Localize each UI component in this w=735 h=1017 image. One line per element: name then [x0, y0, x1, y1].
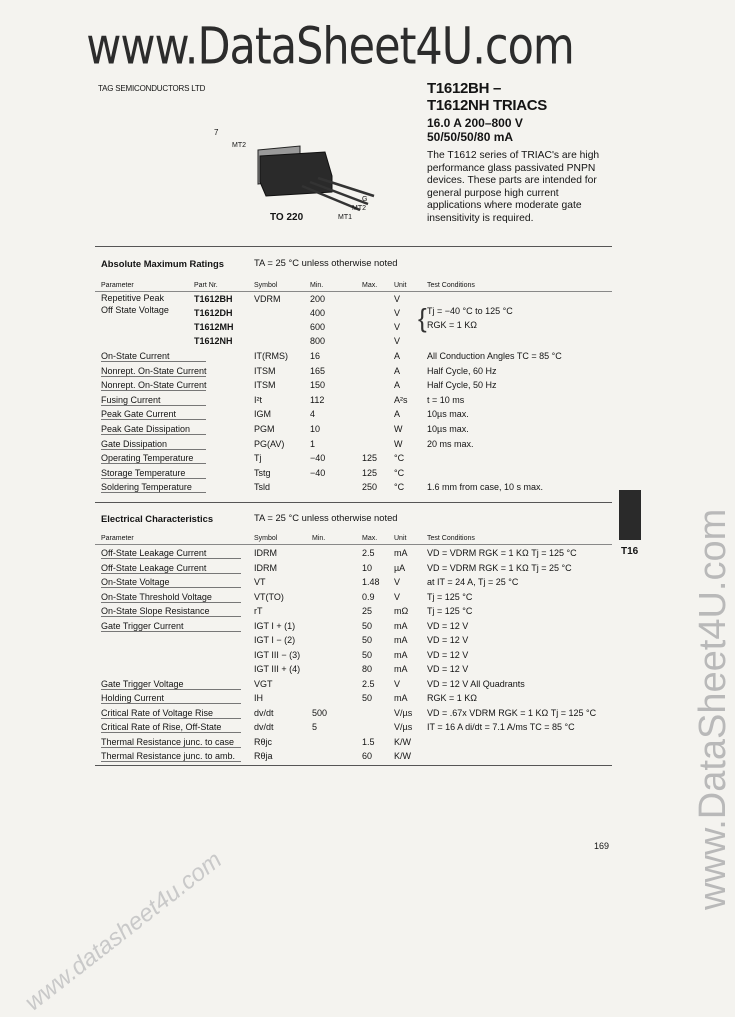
title-line-1: T1612BH –	[427, 80, 502, 97]
part-number: T1612NH	[194, 336, 233, 346]
elec-hdr-param: Parameter	[101, 535, 134, 542]
symbol: dv/dt	[254, 722, 274, 732]
max-value: 125	[362, 467, 378, 478]
symbol: PGM	[254, 424, 275, 434]
min-value: 200	[310, 294, 326, 304]
table-row	[0, 466, 720, 480]
rep-peak-label: Repetitive Peak	[101, 293, 165, 303]
test-condition: VD = 12 V	[427, 664, 469, 674]
product-rating	[427, 116, 523, 144]
row-underline	[101, 376, 206, 377]
max-value: 2.5	[362, 548, 375, 558]
unit: K/W	[394, 751, 411, 761]
test-condition: 1.6 mm from case, 10 s max.	[427, 482, 544, 493]
table-row	[0, 604, 720, 618]
product-title	[427, 80, 547, 114]
symbol: VDRM	[254, 294, 281, 304]
table-row	[0, 437, 720, 451]
row-underline	[101, 463, 206, 464]
test-condition: at IT = 24 A, Tj = 25 °C	[427, 577, 519, 587]
unit: K/W	[394, 736, 411, 747]
parameter: Gate Trigger Current	[101, 620, 184, 631]
min-value: −40	[310, 467, 326, 478]
parameter: Thermal Resistance junc. to amb.	[101, 751, 236, 761]
unit: A²s	[394, 394, 408, 405]
symbol: IDRM	[254, 562, 277, 573]
min-value: 1	[310, 438, 316, 449]
min-value: 800	[310, 336, 326, 346]
test-condition: VD = VDRM RGK = 1 KΩ Tj = 125 °C	[427, 548, 577, 558]
side-watermark: www.DataSheet4U.com	[692, 508, 734, 910]
min-value: 500	[312, 707, 328, 718]
unit: A	[394, 380, 401, 391]
min-value: 10	[310, 424, 321, 434]
page-number: 169	[594, 841, 610, 851]
table-row	[0, 633, 720, 647]
parameter: Holding Current	[101, 693, 165, 703]
table-row	[0, 349, 720, 363]
table-row	[0, 378, 720, 392]
row-underline	[101, 602, 241, 603]
parameter: Gate Dissipation	[101, 438, 168, 449]
row-underline	[101, 747, 241, 748]
table-row	[0, 575, 720, 589]
table-row	[0, 590, 720, 604]
symbol: ITSM	[254, 380, 276, 391]
parameter: Nonrept. On-State Current	[101, 365, 207, 376]
parameter: On-State Current	[101, 351, 170, 361]
table-row	[0, 407, 720, 421]
abs-max-title: Absolute Maximum Ratings	[101, 258, 224, 269]
pin-label-mt2: MT2	[352, 205, 366, 212]
symbol: IGT I − (2)	[254, 635, 296, 645]
parameter: Operating Temperature	[101, 453, 194, 464]
max-value: 250	[362, 482, 378, 493]
unit: mA	[394, 693, 408, 703]
divider-top	[95, 246, 612, 247]
unit: V/µs	[394, 722, 413, 732]
unit: mA	[394, 620, 408, 631]
symbol: rT	[254, 606, 263, 616]
row-underline	[101, 732, 241, 733]
table-row	[0, 677, 720, 691]
table-row	[0, 735, 720, 749]
parameter: On-State Voltage	[101, 577, 170, 587]
pin-label-mt2-top: MT2	[232, 142, 246, 149]
min-value: −40	[310, 453, 326, 464]
table-row	[0, 691, 720, 705]
symbol: IDRM	[254, 548, 277, 558]
unit: W	[394, 424, 403, 434]
unit: °C	[394, 453, 405, 464]
max-value: 25	[362, 606, 373, 616]
test-condition: t = 10 ms	[427, 394, 465, 405]
row-underline	[101, 718, 241, 719]
abs-hdr-max: Max.	[362, 282, 378, 289]
parameter: On-State Slope Resistance	[101, 606, 210, 616]
symbol: dv/dt	[254, 707, 274, 718]
divider-bottom	[95, 765, 612, 766]
test-condition: VD = 12 V All Quadrants	[427, 678, 525, 689]
parameter: Storage Temperature	[101, 467, 186, 478]
max-value: 50	[362, 620, 373, 631]
elec-hdr-max: Max.	[362, 535, 378, 542]
min-value: 150	[310, 380, 326, 391]
row-underline	[101, 419, 206, 420]
abs-max-condition: TA = 25 °C unless otherwise noted	[254, 257, 398, 268]
symbol: I²t	[254, 394, 262, 405]
unit: mA	[394, 548, 408, 558]
test-condition: VD = VDRM RGK = 1 KΩ Tj = 25 °C	[427, 562, 572, 573]
table-row	[0, 619, 720, 633]
symbol: IT(RMS)	[254, 351, 288, 361]
test-condition: IT = 16 A di/dt = 7.1 A/ms TC = 85 °C	[427, 722, 575, 732]
table-row	[0, 334, 720, 348]
min-value: 4	[310, 409, 316, 420]
abs-hdr-unit: Unit	[394, 282, 407, 289]
part-number: T1612MH	[194, 322, 234, 332]
symbol: ITSM	[254, 365, 276, 376]
elec-hdr-unit: Unit	[394, 535, 407, 542]
elec-condition: TA = 25 °C unless otherwise noted	[254, 512, 398, 523]
unit: V	[394, 308, 401, 318]
row-underline	[101, 631, 241, 632]
table-row	[0, 662, 720, 676]
parameter: Off-State Leakage Current	[101, 548, 207, 558]
symbol: VT(TO)	[254, 591, 284, 602]
symbol: PG(AV)	[254, 438, 285, 449]
max-value: 1.48	[362, 577, 380, 587]
row-underline	[101, 390, 206, 391]
parameter: Off-State Leakage Current	[101, 562, 207, 573]
elec-title: Electrical Characteristics	[101, 513, 214, 524]
site-banner: www.DataSheet4U.com	[86, 17, 574, 77]
max-value: 60	[362, 751, 373, 761]
off-state-voltage-label: Off State Voltage	[101, 305, 169, 315]
unit: V	[394, 678, 401, 689]
symbol: IGT III + (4)	[254, 664, 301, 674]
min-value: 165	[310, 365, 326, 376]
abs-hdr-symbol: Symbol	[254, 282, 278, 289]
row-underline	[101, 478, 206, 479]
parameter: Peak Gate Dissipation	[101, 424, 191, 434]
test-condition: Half Cycle, 50 Hz	[427, 380, 497, 391]
unit: mΩ	[394, 606, 409, 616]
row-underline	[101, 761, 241, 762]
row-underline	[101, 449, 206, 450]
vdrm-cond-1: Tj = −40 °C to 125 °C	[427, 306, 513, 316]
unit: mA	[394, 649, 408, 660]
max-value: 125	[362, 453, 378, 464]
elec-hdr-min: Min.	[312, 535, 326, 542]
elec-header-rule	[95, 544, 612, 545]
table-row	[0, 546, 720, 560]
part-number: T1612BH	[194, 294, 233, 304]
section-tab-label: T16	[621, 546, 639, 557]
parameter: On-State Threshold Voltage	[101, 591, 212, 602]
elec-hdr-symbol: Symbol	[254, 535, 278, 542]
test-condition: 20 ms max.	[427, 438, 474, 449]
table-row	[0, 480, 720, 494]
abs-hdr-param: Parameter	[101, 282, 134, 289]
symbol: VGT	[254, 678, 273, 689]
table-row	[0, 451, 720, 465]
parameter: Thermal Resistance junc. to case	[101, 736, 235, 747]
test-condition: Tj = 125 °C	[427, 591, 473, 602]
max-value: 10	[362, 562, 373, 573]
min-value: 400	[310, 308, 326, 318]
row-underline	[101, 558, 241, 559]
section-tab-marker	[619, 490, 641, 540]
unit: V	[394, 294, 401, 304]
row-underline	[101, 492, 206, 493]
row-underline	[101, 434, 206, 435]
parameter: Soldering Temperature	[101, 482, 192, 493]
condition-brace: {	[418, 303, 427, 333]
row-underline	[101, 573, 241, 574]
company-name: TAG SEMICONDUCTORS LTD	[98, 84, 206, 93]
symbol: IGT I + (1)	[254, 620, 296, 631]
max-value: 0.9	[362, 591, 375, 602]
test-condition: All Conduction Angles TC = 85 °C	[427, 351, 562, 361]
test-condition: Tj = 125 °C	[427, 606, 473, 616]
title-line-2: T1612NH TRIACS	[427, 97, 547, 114]
unit: °C	[394, 467, 405, 478]
test-condition: RGK = 1 KΩ	[427, 693, 477, 703]
max-value: 80	[362, 664, 373, 674]
test-condition: Half Cycle, 60 Hz	[427, 365, 497, 376]
rating-line-1: 16.0 A 200–800 V	[427, 116, 523, 130]
symbol: Tj	[254, 453, 262, 464]
table-row	[0, 648, 720, 662]
row-underline	[101, 689, 241, 690]
symbol: IH	[254, 693, 263, 703]
table-row	[0, 393, 720, 407]
parameter: Critical Rate of Rise, Off-State	[101, 722, 222, 732]
parameter: Critical Rate of Voltage Rise	[101, 707, 214, 718]
unit: A	[394, 365, 401, 376]
part-number: T1612DH	[194, 308, 233, 318]
table-row	[0, 422, 720, 436]
parameter: Fusing Current	[101, 394, 161, 405]
unit: µA	[394, 562, 406, 573]
min-value: 16	[310, 351, 321, 361]
max-value: 50	[362, 693, 373, 703]
abs-hdr-part: Part Nr.	[194, 282, 218, 289]
table-row	[0, 292, 720, 306]
pin-label-mt1: MT1	[338, 214, 352, 221]
max-value: 50	[362, 649, 373, 660]
symbol: Rθja	[254, 751, 273, 761]
table-row	[0, 320, 720, 334]
symbol: Tstg	[254, 467, 271, 478]
unit: W	[394, 438, 403, 449]
min-value: 112	[310, 394, 325, 405]
table-row	[0, 720, 720, 734]
diagonal-watermark: www.datasheet4u.com	[20, 846, 227, 1017]
unit: V	[394, 577, 401, 587]
pin-label-g: G	[362, 196, 368, 203]
row-underline	[101, 703, 241, 704]
unit: mA	[394, 635, 408, 645]
parameter: Gate Trigger Voltage	[101, 678, 184, 689]
unit: A	[394, 351, 401, 361]
table-row	[0, 306, 720, 320]
elec-hdr-cond: Test Conditions	[427, 535, 475, 542]
symbol: Tsld	[254, 482, 271, 493]
min-value: 5	[312, 722, 318, 732]
unit: V	[394, 336, 401, 346]
table-row	[0, 561, 720, 575]
parameter: Nonrept. On-State Current	[101, 380, 207, 391]
test-condition: VD = .67x VDRM RGK = 1 KΩ Tj = 125 °C	[427, 707, 597, 718]
unit: mA	[394, 664, 408, 674]
unit: V/µs	[394, 707, 413, 718]
min-value: 600	[310, 322, 326, 332]
row-underline	[101, 587, 241, 588]
unit: V	[394, 591, 401, 602]
row-underline	[101, 361, 206, 362]
table-row	[0, 364, 720, 378]
package-label: TO 220	[270, 212, 304, 223]
abs-hdr-cond: Test Conditions	[427, 282, 475, 289]
test-condition: 10µs max.	[427, 424, 469, 434]
vdrm-cond-2: RGK = 1 KΩ	[427, 320, 477, 330]
row-underline	[101, 405, 206, 406]
package-body	[260, 152, 332, 196]
abs-hdr-min: Min.	[310, 282, 324, 289]
test-condition: VD = 12 V	[427, 620, 469, 631]
table-row	[0, 749, 720, 763]
unit: A	[394, 409, 401, 420]
max-value: 2.5	[362, 678, 375, 689]
page-mark: 7	[214, 128, 219, 137]
symbol: Rθjc	[254, 736, 273, 747]
max-value: 1.5	[362, 736, 375, 747]
parameter: Peak Gate Current	[101, 409, 177, 420]
test-condition: 10µs max.	[427, 409, 469, 420]
divider-mid	[95, 502, 612, 503]
max-value: 50	[362, 635, 373, 645]
unit: V	[394, 322, 401, 332]
symbol: IGM	[254, 409, 271, 420]
symbol: IGT III − (3)	[254, 649, 301, 660]
row-underline	[101, 616, 241, 617]
unit: °C	[394, 482, 405, 493]
product-description: The T1612 series of TRIAC's are high performance glass passivated PNPN devices. These parts are intended for general purpose high current applications where moderate gate insensitivity is required.	[427, 150, 600, 224]
test-condition: VD = 12 V	[427, 635, 469, 645]
rating-line-2: 50/50/50/80 mA	[427, 130, 514, 144]
table-row	[0, 706, 720, 720]
symbol: VT	[254, 577, 266, 587]
test-condition: VD = 12 V	[427, 649, 469, 660]
